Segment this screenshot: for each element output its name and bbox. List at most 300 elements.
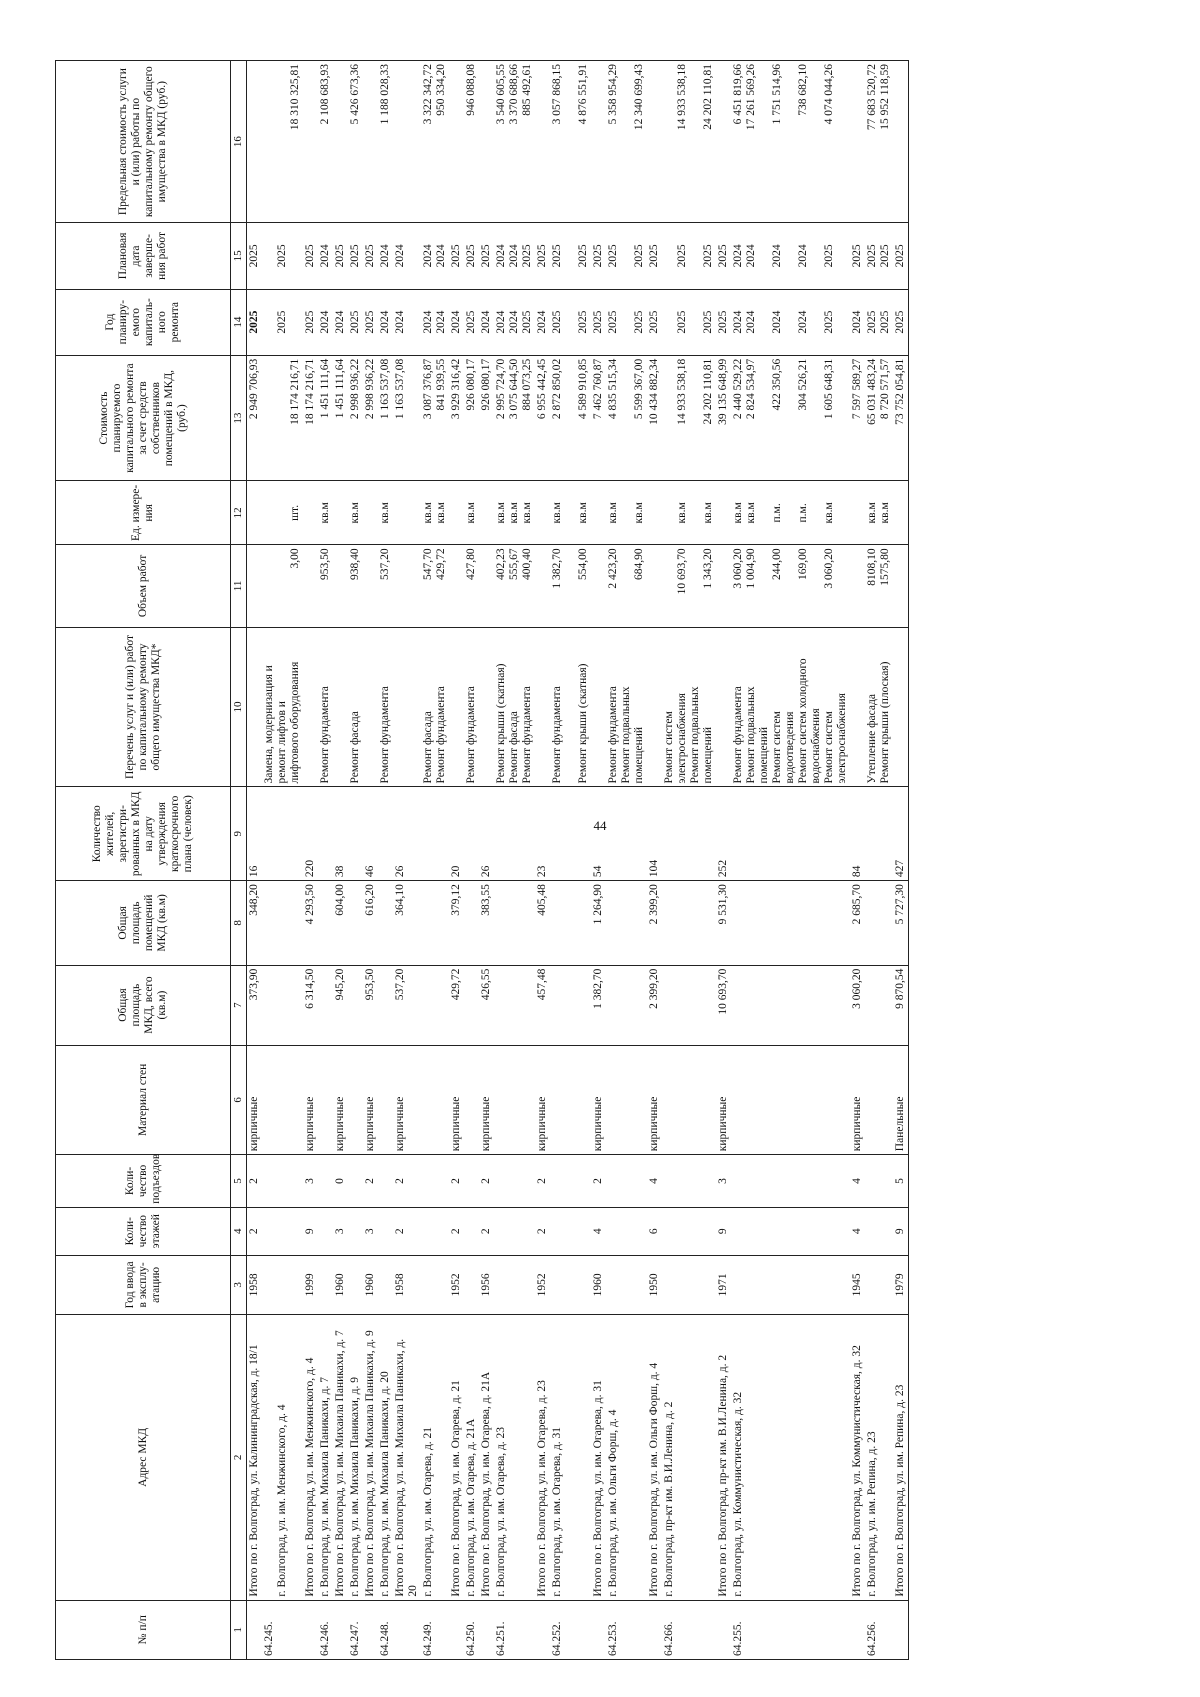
cell-col-12 [421,481,449,545]
cell-line: 1 382,70 [551,548,563,589]
cell-col-8 [662,881,716,966]
cell-line [620,64,633,219]
cell-col-16 [378,61,393,223]
cell-col-13 [647,355,662,481]
cell-col-6: кирпичные [647,1045,662,1155]
cell-col-5: 4 [647,1155,662,1208]
cell-line: помещений [633,726,645,784]
cell-line: Ремонт подвальных [620,686,632,784]
cell-col-11 [850,545,865,627]
cell-line [663,293,676,352]
cell-line [364,631,377,784]
cell-line [407,226,420,285]
cell-line [663,226,676,285]
cell-col-13 [535,355,550,481]
cell-col-11 [393,545,421,627]
cell-col-14 [662,289,716,355]
cell-col-13 [247,355,263,481]
cell-line [648,484,661,541]
cell-col-13 [449,355,464,481]
cell-line [758,64,771,219]
cell-line: 17 261 569,26 [745,64,757,131]
cell-col-13 [591,355,606,481]
cell-col-8 [421,881,449,966]
table-row [464,61,479,1660]
cell-line: 2025 [607,244,619,268]
cell-line: 2 872 850,02 [551,358,563,420]
cell-line [304,484,317,541]
cell-col-5: 2 [449,1155,464,1208]
cell-line: 7 597 589,27 [851,358,863,420]
cell-line: 2024 [379,244,391,268]
cell-col-15 [348,223,363,289]
cell-col-1 [716,1600,731,1659]
cell-col-12 [303,481,318,545]
cell-line [620,359,633,478]
cell-line: 4 074 044,26 [823,64,835,125]
cell-line [536,548,549,623]
table-row [535,61,550,1660]
cell-line: 2025 [717,310,729,334]
cell-col-8: 1 264,90 [591,881,606,966]
cell-col-12 [535,481,550,545]
cell-col-15 [333,223,348,289]
cell-col-14 [303,289,318,355]
cell-line: 946 088,08 [465,64,477,116]
cell-col-8: 4 293,50 [303,881,318,966]
capital-repair-table [55,60,909,1660]
column-header: Год ввода в эксплу-атацию [56,1255,231,1314]
cell-col-6: кирпичные [449,1045,464,1155]
cell-col-10 [535,627,550,787]
cell-col-13 [494,355,535,481]
cell-col-1: 64.253. [606,1600,647,1659]
cell-col-9 [606,787,647,881]
cell-line: Ремонт фундамента [607,686,619,784]
cell-line: 3 060,20 [823,548,835,589]
cell-col-4: 3 [363,1207,378,1255]
cell-col-7 [494,965,535,1045]
column-header: Количество жителей, зарегистри-рованных в МКД на дату утверждения краткосрочного плана (человек) [56,787,231,881]
cell-line: г. Волгоград, ул. им. Огарева, д. 23 [495,1426,507,1597]
cell-col-12 [464,481,479,545]
cell-col-5: 3 [716,1155,731,1208]
table-row [479,61,494,1660]
cell-col-5 [348,1155,363,1208]
cell-line: 926 080,17 [480,358,492,411]
cell-col-1 [333,1600,348,1659]
cell-line [407,548,420,623]
cell-line [276,548,289,623]
cell-line: Ремонт систем [771,711,783,784]
cell-line: 14 933 538,18 [676,358,688,425]
cell-col-10 [333,627,348,787]
cell-line: 2024 [851,310,863,334]
table-row [363,61,378,1660]
cell-col-16 [850,61,865,223]
cell-line: 3 060,20 [732,548,744,589]
cell-col-2 [318,1315,333,1601]
cell-line [394,484,407,541]
cell-line: 2025 [364,244,376,268]
cell-col-15 [449,223,464,289]
cell-col-1: 64.245. [262,1600,303,1659]
cell-col-15 [893,223,909,289]
cell-line: лифтового оборудования [289,661,301,784]
cell-col-2 [449,1315,464,1601]
cell-line: кв.м [508,502,520,524]
cell-line: Замена, модернизация и [263,665,275,784]
cell-col-2 [662,1315,716,1601]
cell-col-7: 429,72 [449,965,464,1045]
cell-col-10 [893,627,909,787]
column-number: 6 [231,1045,247,1155]
cell-line: 3 057 868,15 [551,64,563,125]
cell-col-8: 616,20 [363,881,378,966]
cell-col-9 [378,787,393,881]
cell-line [304,631,317,784]
cell-col-2 [363,1315,378,1601]
cell-line: 5 426 673,36 [349,64,361,125]
cell-line: 2024 [334,310,346,334]
cell-col-6: кирпичные [479,1045,494,1155]
cell-col-10 [479,627,494,787]
cell-col-3 [606,1255,647,1314]
cell-col-1: 64.248. [378,1600,393,1659]
column-header: Объем работ [56,545,231,627]
cell-line: 554,00 [577,548,589,580]
cell-col-14 [550,289,591,355]
cell-col-5: 5 [893,1155,909,1208]
cell-col-4: 9 [893,1207,909,1255]
cell-line: кв.м [577,502,589,524]
cell-line: Итого по г. Волгоград, ул. Калининградская, д. 18/1 [248,1344,260,1597]
cell-line [851,484,864,541]
cell-line: 2025 [633,310,645,334]
cell-line [592,64,605,219]
cell-col-5: 2 [479,1155,494,1208]
cell-line: 3 322 342,72 [422,64,434,125]
column-header: Коли-чество этажей [56,1207,231,1255]
cell-col-13 [348,355,363,481]
column-header: Адрес МКД [56,1315,231,1601]
cell-line: 2025 [551,310,563,334]
cell-col-14 [318,289,333,355]
cell-col-3 [421,1255,449,1314]
cell-col-3 [318,1255,333,1314]
cell-col-10 [606,627,647,787]
cell-col-10 [348,627,363,787]
cell-line [334,64,347,219]
cell-line: 950 334,20 [435,64,447,116]
cell-col-2 [303,1315,318,1601]
cell-line: г. Волгоград, ул. им. Менжинского, д. 4 [276,1404,288,1597]
cell-col-11 [647,545,662,627]
cell-col-15 [716,223,731,289]
cell-line [810,359,823,478]
cell-line: Итого по г. Волгоград, ул. им. Огарева, д. 21А [480,1371,492,1597]
cell-col-7: 1 382,70 [591,965,606,1045]
cell-col-9: 26 [479,787,494,881]
column-number: 12 [231,481,247,545]
cell-col-5 [662,1155,716,1208]
cell-line [248,64,261,219]
cell-col-12 [333,481,348,545]
cell-col-4: 3 [333,1207,348,1255]
cell-line: кв.м [879,502,891,524]
cell-line [450,64,463,219]
table-row [731,61,850,1660]
cell-line: 2025 [334,244,346,268]
cell-col-6: кирпичные [363,1045,378,1155]
cell-col-14 [731,289,850,355]
cell-col-13 [393,355,421,481]
column-header: Стоимость планируемого капитального ремонта за счет средств собственников помещений в МКД, (руб.) [56,355,231,481]
cell-line: 684,90 [633,548,645,580]
cell-col-11 [449,545,464,627]
cell-col-14 [348,289,363,355]
cell-line: 1 451 111,64 [334,358,346,419]
cell-line [263,1318,276,1597]
cell-line: г. Волгоград, ул. Коммунистическая, д. 32 [732,1391,744,1597]
cell-line: электроснабжения [676,693,688,784]
cell-line: Ремонт фундамента [379,686,391,784]
table-body [247,61,909,1660]
cell-col-9: 46 [363,787,378,881]
cell-col-9: 16 [247,787,263,881]
cell-line: 15 952 118,59 [879,64,891,130]
cell-line: 2025 [450,244,462,268]
cell-col-2 [464,1315,479,1601]
table-row [303,61,318,1660]
cell-col-5 [262,1155,303,1208]
cell-line [784,359,797,478]
cell-line: Ремонт фасада [508,711,520,784]
cell-col-11 [464,545,479,627]
cell-col-3 [378,1255,393,1314]
cell-line: 555,67 [508,548,520,580]
cell-col-12 [393,481,421,545]
cell-col-6 [731,1045,850,1155]
cell-col-11 [591,545,606,627]
cell-line: 14 933 538,18 [676,64,688,131]
cell-line [564,548,577,623]
cell-line: 2025 [521,310,533,334]
cell-col-2 [494,1315,535,1601]
cell-col-5 [464,1155,479,1208]
column-number: 11 [231,545,247,627]
cell-line: Итого по г. Волгоград, ул. Коммунистическая, д. 32 [851,1345,863,1597]
cell-line: 2024 [319,244,331,268]
cell-line [663,484,676,541]
cell-col-7: 953,50 [363,965,378,1045]
cell-col-10 [550,627,591,787]
cell-col-16 [731,61,850,223]
cell-line: Ремонт фасада [349,711,361,784]
cell-line: г. Волгоград, ул. им. Репина, д. 23 [866,1431,878,1597]
cell-col-12 [494,481,535,545]
cell-col-12 [731,481,850,545]
cell-line: 2025 [879,244,891,268]
cell-col-13 [363,355,378,481]
cell-col-13 [731,355,850,481]
cell-col-5: 2 [591,1155,606,1208]
cell-col-16 [393,61,421,223]
cell-line: 1 451 111,64 [319,358,331,419]
cell-line [648,548,661,623]
cell-col-12 [865,481,893,545]
cell-col-13 [303,355,318,481]
cell-col-12 [550,481,591,545]
cell-line [564,64,577,219]
cell-col-14 [591,289,606,355]
cell-col-9 [464,787,479,881]
cell-line: 3 087 376,87 [422,358,434,420]
cell-line: 2025 [592,244,604,268]
column-number: 4 [231,1207,247,1255]
cell-col-16 [716,61,731,223]
cell-col-2 [479,1315,494,1601]
cell-col-5 [494,1155,535,1208]
cell-col-9 [865,787,893,881]
cell-line: 402,23 [495,548,507,580]
cell-col-11 [318,545,333,627]
cell-line: 1 343,20 [702,548,714,589]
cell-col-8: 383,55 [479,881,494,966]
cell-line [407,64,420,219]
cell-col-2 [421,1315,449,1601]
cell-line [394,548,407,623]
cell-col-4 [606,1207,647,1255]
column-number: 8 [231,881,247,966]
cell-line: Итого по г. Волгоград, ул. им. Михаила Паникахи, д. 7 [334,1330,346,1597]
cell-line: Ремонт фасада [422,711,434,784]
cell-line: Ремонт крыши (скатная) [577,663,589,784]
cell-col-14 [393,289,421,355]
cell-line: кв.м [823,502,835,524]
cell-line [263,484,276,541]
cell-col-16 [550,61,591,223]
column-number: 15 [231,223,247,289]
cell-col-1: 64.249. [421,1600,449,1659]
cell-col-16 [893,61,909,223]
cell-col-8: 604,00 [333,881,348,966]
column-header: Перечень услуг и (или) работ по капитальному ремонту общего имущества МКД* [56,627,231,787]
cell-col-1: 64.251. [494,1600,535,1659]
cell-line [263,359,276,478]
cell-line: 953,50 [319,548,331,580]
cell-line: 3 929 316,42 [450,358,462,420]
cell-line [851,548,864,623]
cell-col-11 [348,545,363,627]
cell-col-9 [731,787,850,881]
cell-col-8: 5 727,30 [893,881,909,966]
cell-col-9: 104 [647,787,662,881]
cell-col-3: 1999 [303,1255,318,1314]
cell-col-10 [494,627,535,787]
cell-col-1 [479,1600,494,1659]
table-row [494,61,535,1660]
cell-line: 2024 [379,310,391,334]
cell-line: 2024 [745,244,757,268]
cell-col-12 [606,481,647,545]
cell-line [836,293,849,352]
cell-col-3: 1979 [893,1255,909,1314]
cell-col-15 [262,223,303,289]
cell-line: 2025 [702,244,714,268]
cell-col-7 [348,965,363,1045]
cell-col-15 [421,223,449,289]
column-number: 10 [231,627,247,787]
cell-col-9: 252 [716,787,731,881]
table-row [247,61,263,1660]
cell-line [836,64,849,219]
cell-line [536,484,549,541]
cell-line: Итого по г. Волгоград, ул. им. Огарева, д. 21 [450,1380,462,1597]
cell-col-14 [262,289,303,355]
cell-line: Ремонт крыши (скатная) [495,663,507,784]
cell-line [620,484,633,541]
cell-line: 8108,10 [866,548,878,586]
cell-line: 2024 [508,310,520,334]
table-row [850,61,865,1660]
cell-col-7: 10 693,70 [716,965,731,1045]
cell-col-7 [464,965,479,1045]
cell-col-12 [449,481,464,545]
cell-col-9 [262,787,303,881]
cell-line: 2025 [717,244,729,268]
cell-col-8: 2 685,70 [850,881,865,966]
cell-line: 3 370 688,66 [508,64,520,125]
cell-line [536,631,549,784]
cell-line: водоснабжения [810,708,822,784]
cell-col-6: кирпичные [303,1045,318,1155]
cell-col-12 [850,481,865,545]
cell-col-7 [731,965,850,1045]
cell-col-11 [262,545,303,627]
cell-col-8: 379,12 [449,881,464,966]
cell-line: 2024 [732,244,744,268]
cell-line: Итого по г. Волгоград, ул. им. Менжинского, д. 4 [304,1357,316,1597]
cell-line [689,548,702,623]
cell-line [276,484,289,541]
cell-line [758,226,771,285]
cell-line [784,226,797,285]
cell-line [480,548,493,623]
cell-line: 65 031 483,24 [866,358,878,425]
cell-col-7: 373,90 [247,965,263,1045]
cell-col-7: 945,20 [333,965,348,1045]
cell-col-16 [865,61,893,223]
cell-line: кв.м [349,502,361,524]
table-row [262,61,303,1660]
cell-col-4: 9 [716,1207,731,1255]
cell-line: ремонт лифтов и [276,701,288,784]
cell-col-12 [247,481,263,545]
cell-line: 2 423,20 [607,548,619,589]
cell-line: 3,00 [289,548,301,569]
cell-line: 2024 [435,244,447,268]
cell-col-5 [550,1155,591,1208]
cell-col-15 [591,223,606,289]
cell-col-11 [494,545,535,627]
cell-line: 427,80 [465,548,477,580]
cell-col-9: 26 [393,787,421,881]
cell-col-13 [893,355,909,481]
cell-col-8 [262,881,303,966]
cell-line: п.м. [797,503,809,523]
cell-col-16 [606,61,647,223]
